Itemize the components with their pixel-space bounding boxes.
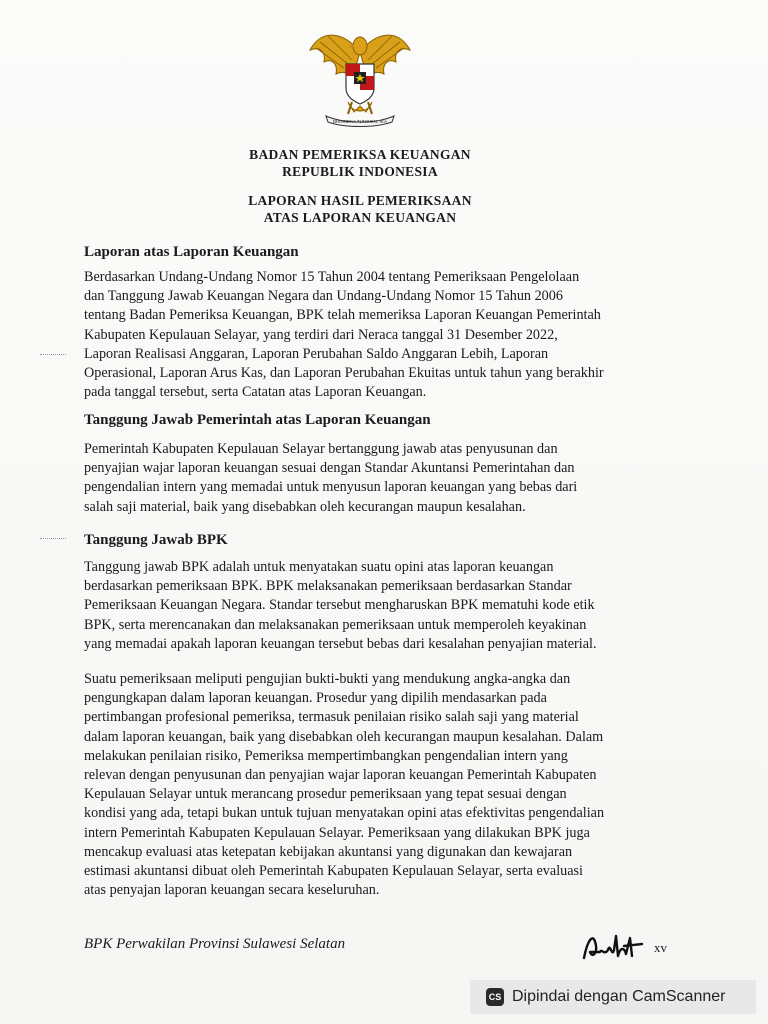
margin-mark	[40, 354, 66, 358]
signature-icon	[580, 928, 650, 964]
page-number: xv	[654, 940, 667, 955]
footer-office: BPK Perwakilan Provinsi Sulawesi Selatan	[84, 936, 346, 952]
section-title-2: Tanggung Jawab Pemerintah atas Laporan Keuangan	[84, 412, 431, 428]
section-title-1: Laporan atas Laporan Keuangan	[84, 244, 299, 260]
margin-mark	[40, 538, 66, 542]
paragraph: Tanggung jawab BPK adalah untuk menyatakan suatu opini atas laporan keuangan berdasarkan pemeriksaan BPK. BPK melaksanakan pemeriksaan berdasarkan Standar Pemeriksaan Keuangan Negara. Standar tersebut mengharuskan BPK mematuhi kode etik BPK, serta merencanakan dan melaksanakan pemeriksaan untuk memperoleh keyakinan yang memadai apakah laporan keuangan tersebut bebas dari kesalahan penyajian material.	[84, 559, 597, 652]
garuda-emblem-icon	[304, 22, 416, 128]
org-line-2: REPUBLIK INDONESIA	[282, 164, 438, 179]
paragraph: Suatu pemeriksaan meliputi pengujian bukti-bukti yang mendukung angka-angka dan pengungkapan dalam laporan keuangan. Prosedur yang dipilih mendasarkan pada pertimbangan profesional pemeriksa, termasuk penilaian risiko salah saji yang material dalam laporan keuangan, baik yang disebabkan oleh kecurangan maupun kesalahan. Dalam melakukan penilaian risiko, Pemeriksa mempertimbangkan pengendalian intern yang relevan dengan penyusunan dan penyajian wajar laporan keuangan Pemerintah Kabupaten Kepulauan Selayar untuk merancang prosedur pemeriksaan yang tepat sesuai dengan kondisi yang ada, tetapi bukan untuk tujuan menyatakan opini atas efektivitas pengendalian intern Pemerintah Kabupaten Kepulauan Selayar. Pemeriksaan yang dilakukan BPK juga mencakup evaluasi atas ketepatan kebijakan akuntansi yang digunakan dan kewajaran estimasi akuntansi dibuat oleh Pemerintah Kabupaten Kepulauan Selayar, serta evaluasi atas penyajan laporan keuangan secara keseluruhan.	[84, 671, 605, 899]
svg-text:BHINNEKA TUNGGAL IKA: BHINNEKA TUNGGAL IKA	[332, 119, 388, 124]
camscanner-watermark	[470, 980, 756, 1014]
paragraph: Pemerintah Kabupaten Kepulauan Selayar bertanggung jawab atas penyusunan dan penyajian wajar laporan keuangan sesuai dengan Standar Akuntansi Pemerintahan dan pengendalian intern yang memadai untuk menyusun laporan keuangan yang bebas dari salah saji material, baik yang disebabkan oleh kecurangan maupun kesalahan.	[84, 441, 578, 515]
camscanner-text: Dipindai dengan CamScanner	[512, 988, 726, 1005]
title-line-2: ATAS LAPORAN KEUANGAN	[263, 210, 457, 225]
paragraph: Berdasarkan Undang-Undang Nomor 15 Tahun 2004 tentang Pemeriksaan Pengelolaan dan Tanggung Jawab Keuangan Negara dan Undang-Undang Nomor 15 Tahun 2006 tentang Badan Pemeriksa Keuangan, BPK telah memeriksa Laporan Keuangan Pemerintah Kabupaten Kepulauan Selayar, yang terdiri dari Neraca tanggal 31 Desember 2022, Laporan Realisasi Anggaran, Laporan Perubahan Saldo Anggaran Lebih, Laporan Operasional, Laporan Arus Kas, dan Laporan Perubahan Ekuitas untuk tahun yang berakhir pada tanggal tersebut, serta Catatan atas Laporan Keuangan.	[84, 269, 604, 401]
title-line-1: LAPORAN HASIL PEMERIKSAAN	[248, 193, 472, 208]
report-title-heading	[200, 192, 520, 226]
section-title-3: Tanggung Jawab BPK	[84, 532, 228, 548]
org-line-1: BADAN PEMERIKSA KEUANGAN	[249, 147, 471, 162]
camscanner-logo-icon: CS	[486, 988, 504, 1006]
organization-heading	[200, 146, 520, 180]
